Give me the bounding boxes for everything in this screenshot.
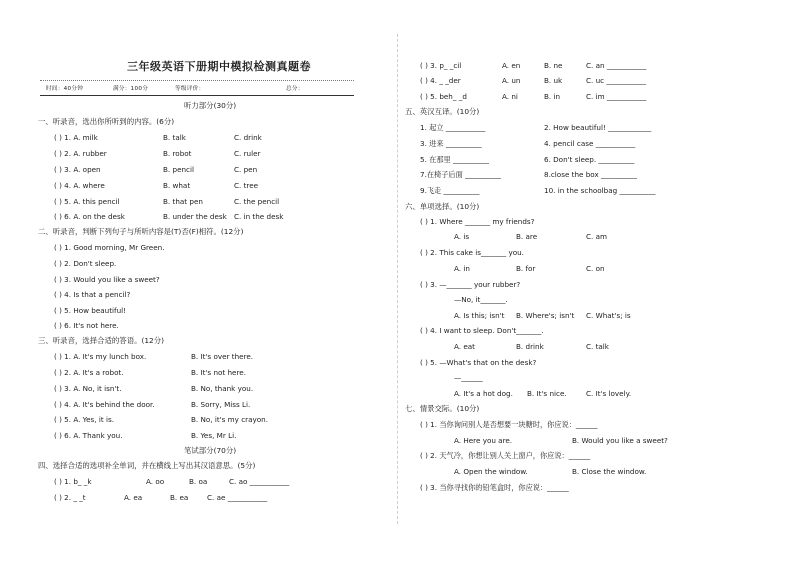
meta-score: 满分：100分 [113,86,149,92]
written-header: 笔试部分(70分) [184,446,237,455]
s6-item-3-question: ( ) 3. —_______ your rubber? [420,280,521,289]
s3-item-4-prompt: ( ) 4. A. It's behind the door. [54,400,155,409]
title-divider-top [40,80,354,81]
s1-item-4-b: B. what [163,181,191,190]
s1-item-5-prompt: ( ) 5. A. this pencil [54,197,120,206]
s7-item-1-question: ( ) 1. 当你询问别人是否想要一块糖时，你应说：______ [420,420,598,429]
s7-item-1-a: A. Here you are. [454,436,513,445]
s4-item-4-c: C. uc ___________ [586,76,646,85]
s1-item-5-b: B. that pen [163,197,203,206]
s4-item-5-prompt: ( ) 5. beh_ _d [420,92,467,101]
s7-item-3-question: ( ) 3. 当你寻找你的铅笔盒时，你应说：______ [420,483,569,492]
s6-item-3-answer: —No, it_______. [454,295,508,304]
s6-item-4-question: ( ) 4. I want to sleep. Don't_______. [420,326,544,335]
s5-heading: 五、英汉互译。(10分) [405,107,480,116]
s3-item-1-b: B. It's over there. [191,352,254,361]
s6-item-2-b: B. for [516,264,536,273]
s2-item-3: ( ) 3. Would you like a sweet? [54,275,160,284]
s6-item-1-a: A. is [454,232,470,241]
s2-heading: 二、听录音，判断下列句子与所听内容是(T)否(F)相符。(12分) [38,227,244,236]
meta-grade: 等级评价： [175,86,205,92]
s3-item-3-b: B. No, thank you. [191,384,254,393]
s4-item-2-c: C. ae ___________ [207,493,268,502]
s6-item-3-a: A. Is this; isn't [454,311,505,320]
s6-item-1-question: ( ) 1. Where _______ my friends? [420,217,535,226]
s4-item-1-a: A. oo [146,477,165,486]
s7-item-2-question: ( ) 2. 天气冷，你想让别人关上窗户，你应说：______ [420,451,591,460]
s4-item-5-c: C. im ___________ [586,92,647,101]
s6-item-5-a: A. It's a hot dog. [454,389,513,398]
s4-item-3-prompt: ( ) 3. p_ _cil [420,61,462,70]
s1-item-6-c: C. in the desk [234,212,284,221]
s1-item-5-c: C. the pencil [234,197,280,206]
s3-item-5-b: B. No, it's my crayon. [191,415,269,424]
s2-item-5: ( ) 5. How beautiful! [54,306,127,315]
s3-item-4-b: B. Sorry, Miss Li. [191,400,251,409]
s4-item-3-c: C. an ___________ [586,61,647,70]
s6-item-5-question: ( ) 5. —What's that on the desk? [420,358,537,367]
s4-item-3-a: A. en [502,61,521,70]
s4-item-1-prompt: ( ) 1. b_ _k [54,477,92,486]
s5-item-2: 2. How beautiful! ____________ [544,123,652,132]
s1-item-4-prompt: ( ) 4. A. where [54,181,105,190]
s4-item-3-b: B. ne [544,61,563,70]
s5-item-5: 5. 在那里 __________ [420,155,489,164]
s4-item-1-b: B. oa [189,477,208,486]
s1-item-6-prompt: ( ) 6. A. on the desk [54,212,125,221]
s6-item-2-a: A. in [454,264,470,273]
s1-item-3-prompt: ( ) 3. A. open [54,165,101,174]
s6-item-4-a: A. eat [454,342,476,351]
s6-item-5-b: B. It's nice. [527,389,567,398]
s4-item-5-a: A. ni [502,92,518,101]
s6-heading: 六、单项选择。(10分) [405,202,480,211]
s6-item-2-c: C. on [586,264,605,273]
s6-item-5-answer: —______ [454,373,483,382]
column-divider [397,34,398,524]
s3-item-1-prompt: ( ) 1. A. It's my lunch box. [54,352,147,361]
meta-time: 时间：40分钟 [46,86,84,92]
s2-item-1: ( ) 1. Good morning, Mr Green. [54,243,165,252]
s7-item-2-b: B. Close the window. [572,467,647,476]
s2-item-2: ( ) 2. Don't sleep. [54,259,117,268]
meta-total: 总分： [286,86,304,92]
s3-item-6-prompt: ( ) 6. A. Thank you. [54,431,123,440]
s7-item-1-b: B. Would you like a sweet? [572,436,668,445]
s7-item-2-a: A. Open the window. [454,467,528,476]
s4-heading: 四、选择合适的选项补全单词，并在横线上写出其汉语意思。(5分) [38,461,256,470]
s5-item-3: 3. 进来 __________ [420,139,482,148]
s1-item-6-b: B. under the desk [163,212,227,221]
s7-heading: 七、情景交际。(10分) [405,404,480,413]
s1-heading: 一、听录音，选出你所听到的内容。(6分) [38,117,175,126]
s6-item-1-c: C. am [586,232,607,241]
s1-item-3-b: B. pencil [163,165,194,174]
s4-item-4-a: A. un [502,76,521,85]
s4-item-2-prompt: ( ) 2. _ _t [54,493,86,502]
s5-item-1: 1. 起立 ___________ [420,123,486,132]
s4-item-5-b: B. in [544,92,561,101]
s1-item-2-b: B. robot [163,149,192,158]
title-divider-bottom [40,95,354,96]
s5-item-7: 7.在椅子后面 __________ [420,170,502,179]
s4-item-4-b: B. uk [544,76,563,85]
s3-item-2-b: B. It's not here. [191,368,246,377]
s3-heading: 三、听录音，选择合适的答语。(12分) [38,336,165,345]
s4-item-2-b: B. ea [170,493,189,502]
s1-item-3-c: C. pen [234,165,258,174]
s3-item-5-prompt: ( ) 5. A. Yes, it is. [54,415,114,424]
s5-item-10: 10. in the schoolbag __________ [544,186,656,195]
s3-item-3-prompt: ( ) 3. A. No, it isn't. [54,384,122,393]
s4-item-2-a: A. ea [124,493,143,502]
s1-item-2-c: C. ruler [234,149,261,158]
s4-item-4-prompt: ( ) 4. _ _der [420,76,461,85]
s6-item-5-c: C. It's lovely. [586,389,632,398]
s1-item-1-prompt: ( ) 1. A. milk [54,133,98,142]
s6-item-3-c: C. What's; is [586,311,631,320]
s2-item-4: ( ) 4. Is that a pencil? [54,290,131,299]
s6-item-1-b: B. are [516,232,538,241]
s1-item-1-c: C. drink [234,133,262,142]
s4-item-1-c: C. ao ___________ [229,477,290,486]
s6-item-2-question: ( ) 2. This cake is_______ you. [420,248,524,257]
listening-header: 听力部分(30分) [184,101,237,110]
s5-item-6: 6. Don't sleep. __________ [544,155,635,164]
s6-item-4-c: C. talk [586,342,609,351]
s6-item-4-b: B. drink [516,342,544,351]
exam-title: 三年级英语下册期中模拟检测真题卷 [127,60,311,73]
s6-item-3-b: B. Where's; isn't [516,311,575,320]
s5-item-9: 9.飞走 __________ [420,186,480,195]
s3-item-2-prompt: ( ) 2. A. It's a robot. [54,368,124,377]
s1-item-4-c: C. tree [234,181,259,190]
s2-item-6: ( ) 6. It's not here. [54,321,119,330]
s3-item-6-b: B. Yes, Mr Li. [191,431,237,440]
s1-item-1-b: B. talk [163,133,186,142]
s5-item-8: 8.close the box __________ [544,170,637,179]
s5-item-4: 4. pencil case ___________ [544,139,636,148]
s1-item-2-prompt: ( ) 2. A. rubber [54,149,107,158]
